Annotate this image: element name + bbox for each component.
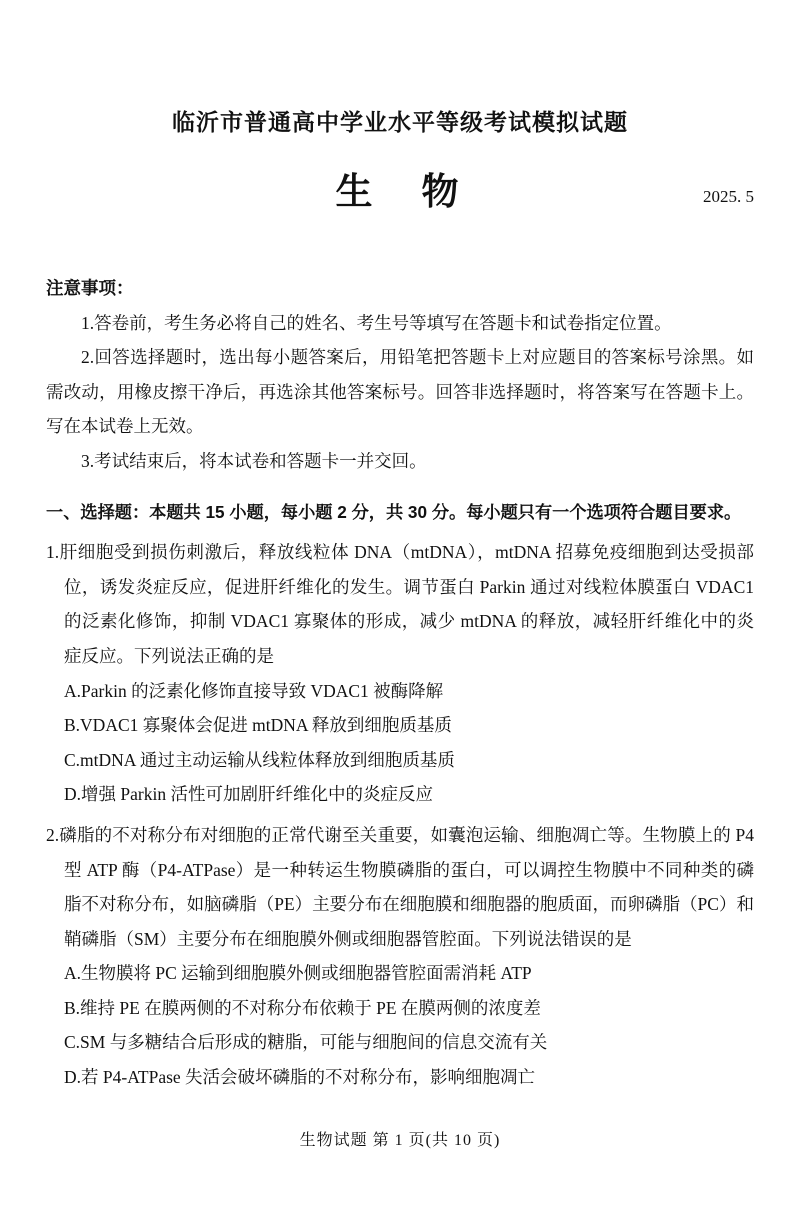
- notice-heading: 注意事项：: [46, 278, 134, 298]
- notice-item-3: 3.考试结束后，将本试卷和答题卡一并交回。: [81, 450, 427, 471]
- question-2-option-b: B.维持 PE 在膜两侧的不对称分布依赖于 PE 在膜两侧的浓度差: [64, 997, 541, 1018]
- question-1-option-d: D.增强 Parkin 活性可加剧肝纤维化中的炎症反应: [64, 784, 433, 805]
- notice-item-2: 2.回答选择题时，选出每小题答案后，用铅笔把答题卡上对应题目的答案标号涂黑。如需改动，用橡皮擦干净后，再选涂其他答案标号。回答非选择题时，将答案写在答题卡上。写在本试卷上无效。: [46, 347, 754, 437]
- question-2: [46, 818, 754, 1095]
- exam-date: 2025. 5: [703, 187, 754, 206]
- page-footer: 生物试题 第 1 页(共 10 页): [299, 1132, 501, 1149]
- question-2-stem-text: 磷脂的不对称分布对细胞的正常代谢至关重要，如囊泡运输、细胞凋亡等。生物膜上的 P4 型 ATP 酶（P4-ATPase）是一种转运生物膜磷脂的蛋白，可以调控生物膜中不同种类的磷脂不对称分布，如脑磷脂（PE）主要分布在细胞膜和细胞器的胞质面，而卵磷脂（PC）和鞘磷脂（SM）主要分布在细胞膜外侧或细胞器管腔面。下列说法错误的是: [59, 824, 754, 949]
- question-1-option-a: A.Parkin 的泛素化修饰直接导致 VDAC1 被酶降解: [64, 680, 444, 701]
- question-2-option-c: C.SM 与多糖结合后形成的糖脂，可能与细胞间的信息交流有关: [64, 1032, 548, 1053]
- question-1-option-c: C.mtDNA 通过主动运输从线粒体释放到细胞质基质: [64, 749, 455, 770]
- subject-row: [46, 161, 754, 212]
- question-1-stem: [46, 535, 754, 673]
- exam-title: 临沂市普通高中学业水平等级考试模拟试题: [172, 109, 628, 135]
- question-1-stem-text: 肝细胞受到损伤刺激后，释放线粒体 DNA（mtDNA），mtDNA 招募免疫细胞到达受损部位，诱发炎症反应，促进肝纤维化的发生。调节蛋白 Parkin 通过对线粒体膜蛋白 VDAC1 的泛素化修饰，抑制 VDAC1 寡聚体的形成，减少 mtDNA 的释放，减轻肝纤维化中的炎症反应。下列说法正确的是: [59, 542, 754, 666]
- question-2-number: 2.: [46, 824, 60, 845]
- question-1-option-b: B.VDAC1 寡聚体会促进 mtDNA 释放到细胞质基质: [64, 715, 452, 736]
- section1-heading: 一、选择题：本题共 15 小题，每小题 2 分，共 30 分。每小题只有一个选项符合题目要求。: [46, 501, 742, 522]
- question-1: [46, 535, 754, 812]
- subject-name: 生 物: [335, 171, 465, 212]
- question-2-stem: [46, 818, 754, 956]
- notice-item-1: 1.答卷前，考生务必将自己的姓名、考生号等填写在答题卡和试卷指定位置。: [81, 312, 672, 333]
- question-2-option-a: A.生物膜将 PC 运输到细胞膜外侧或细胞器管腔面需消耗 ATP: [64, 963, 532, 984]
- question-1-number: 1.: [46, 542, 60, 563]
- question-2-option-d: D.若 P4-ATPase 失活会破坏磷脂的不对称分布，影响细胞凋亡: [64, 1067, 536, 1088]
